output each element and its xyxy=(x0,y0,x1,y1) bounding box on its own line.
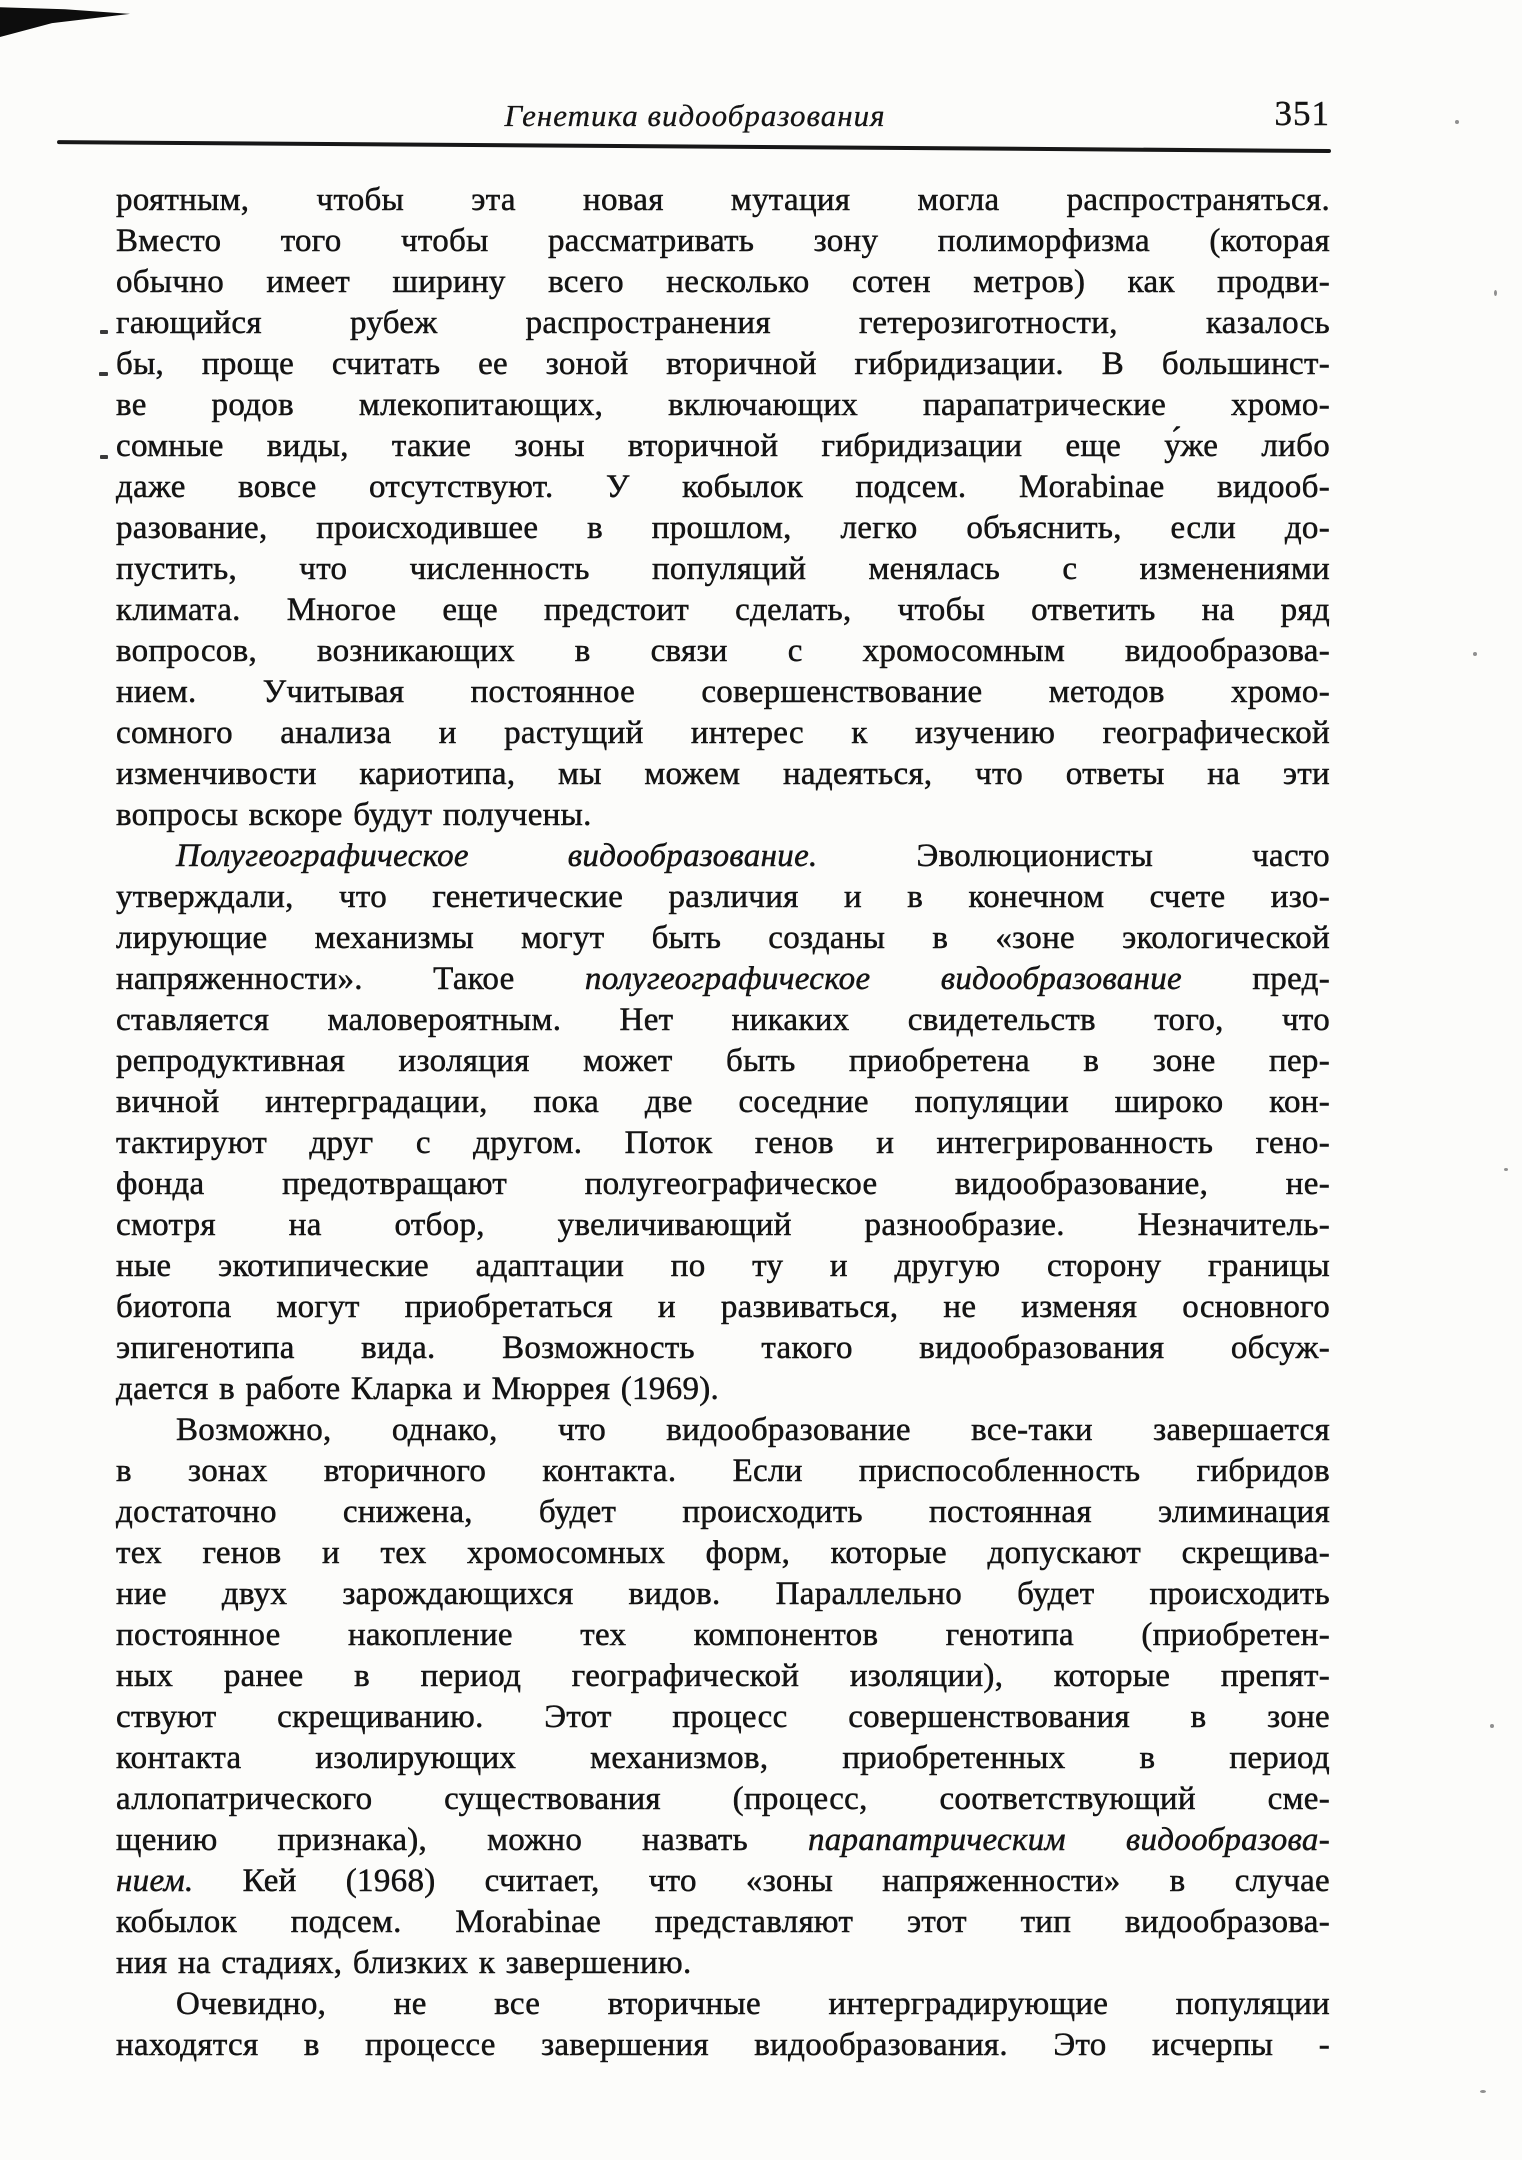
body-text: аллопатрического существования (процесс, соответствующий сме- xyxy=(116,1781,1330,1817)
body-text: бы, проще считать ее зоной вторичной гибридизации. В большинст- xyxy=(116,346,1330,382)
body-text: напряженности». Такое xyxy=(116,961,585,997)
body-text: обычно имеет ширину всего несколько сотен метров) как продви- xyxy=(116,264,1330,300)
body-text: Эволюционисты часто xyxy=(817,838,1330,874)
body-text: ние двух зарождающихся видов. Параллельно будет происходить xyxy=(116,1576,1330,1612)
text-line xyxy=(116,918,1330,959)
body-text: вичной интерградации, пока две соседние популяции широко кон- xyxy=(116,1084,1330,1120)
body-text: утверждали, что генетические различия и в конечном счете изо- xyxy=(116,879,1330,915)
text-line xyxy=(116,590,1330,631)
text-line xyxy=(116,426,1330,467)
body-text: гающийся рубеж распространения гетерозиготности, казалось xyxy=(116,305,1330,341)
text-line xyxy=(116,1451,1330,1492)
text-line xyxy=(116,1574,1330,1615)
ink-speck xyxy=(1480,2090,1486,2093)
italic-text: парапатрическим видообразова- xyxy=(807,1822,1330,1858)
body-text: биотопа могут приобретаться и развиваться, не изменяя основного xyxy=(116,1289,1330,1325)
text-line xyxy=(116,180,1330,221)
body-text: климата. Многое еще предстоит сделать, чтобы ответить на ряд xyxy=(116,592,1330,628)
body-text: Кей (1968) считает, что «зоны напряженности» в случае xyxy=(193,1863,1330,1899)
ink-speck xyxy=(1494,290,1497,296)
margin-tick xyxy=(99,372,108,376)
text-line xyxy=(116,262,1330,303)
italic-text: Полугеографическое видообразование. xyxy=(176,838,818,874)
text-line xyxy=(116,754,1330,795)
text-line xyxy=(116,795,1330,836)
body-text: Возможно, однако, что видообразование все-таки завершается xyxy=(176,1412,1330,1448)
body-text: контакта изолирующих механизмов, приобретенных в период xyxy=(116,1740,1330,1776)
body-text: находятся в процессе завершения видообразования. Это исчерпы - xyxy=(116,2027,1330,2063)
body-text: кобылок подсем. Morabinae представляют этот тип видообразова- xyxy=(116,1904,1330,1940)
body-text: ставляется маловероятным. Нет никаких свидетельств того, что xyxy=(116,1002,1330,1038)
text-line xyxy=(116,508,1330,549)
body-text: фонда предотвращают полугеографическое видообразование, не- xyxy=(116,1166,1330,1202)
text-line xyxy=(116,467,1330,508)
body-text: щению признака), можно назвать xyxy=(116,1822,808,1858)
ink-speck xyxy=(1455,120,1459,124)
text-line xyxy=(116,1369,1330,1410)
text-line xyxy=(116,1000,1330,1041)
ink-speck xyxy=(1504,1168,1508,1171)
corner-smudge-artifact xyxy=(0,4,130,37)
text-line xyxy=(116,1246,1330,1287)
italic-text: нием. xyxy=(116,1863,194,1899)
body-text: вопросов, возникающих в связи с хромосомным видообразова- xyxy=(116,633,1330,669)
body-text: пред- xyxy=(1182,961,1330,997)
body-text: разование, происходившее в прошлом, легко объяснить, если до- xyxy=(116,510,1330,546)
body-text: в зонах вторичного контакта. Если приспособленность гибридов xyxy=(116,1453,1330,1489)
body-text: тактируют друг с другом. Поток генов и интегрированность гено- xyxy=(116,1125,1330,1161)
body-text: репродуктивная изоляция может быть приобретена в зоне пер- xyxy=(116,1043,1330,1079)
body-text: тех генов и тех хромосомных форм, которые допускают скрещива- xyxy=(116,1535,1330,1571)
text-line xyxy=(116,549,1330,590)
text-line xyxy=(116,1779,1330,1820)
text-line xyxy=(116,1041,1330,1082)
ink-speck xyxy=(1473,652,1477,656)
body-text: изменчивости кариотипа, мы можем надеяться, что ответы на эти xyxy=(116,756,1330,792)
text-line xyxy=(116,1123,1330,1164)
text-line xyxy=(116,1533,1330,1574)
body-text: вопросы вскоре будут получены. xyxy=(116,797,592,833)
margin-tick xyxy=(100,455,108,459)
margin-tick xyxy=(100,330,108,334)
text-line xyxy=(116,1082,1330,1123)
text-line xyxy=(116,344,1330,385)
text-line xyxy=(116,877,1330,918)
body-text: лирующие механизмы могут быть созданы в «зоне экологической xyxy=(116,920,1330,956)
text-line xyxy=(116,1984,1330,2025)
text-line xyxy=(116,2025,1330,2066)
body-text: эпигенотипа вида. Возможность такого видообразования обсуж- xyxy=(116,1330,1330,1366)
text-line xyxy=(116,1328,1330,1369)
text-line xyxy=(116,1820,1330,1861)
body-text: сомные виды, такие зоны вторичной гибридизации еще у́же либо xyxy=(116,428,1330,464)
text-line xyxy=(116,1943,1330,1984)
text-line xyxy=(116,1164,1330,1205)
text-line xyxy=(116,1656,1330,1697)
body-text: ные экотипические адаптации по ту и другую сторону границы xyxy=(116,1248,1330,1284)
body-text: смотря на отбор, увеличивающий разнообразие. Незначитель- xyxy=(116,1207,1330,1243)
body-text: сомного анализа и растущий интерес к изучению географической xyxy=(116,715,1330,751)
body-text: нием. Учитывая постоянное совершенствование методов хромо- xyxy=(116,674,1330,710)
text-line xyxy=(116,385,1330,426)
text-line xyxy=(116,1738,1330,1779)
ink-speck xyxy=(1490,1724,1494,1728)
body-text: ных ранее в период географической изоляции), которые препят- xyxy=(116,1658,1330,1694)
text-line xyxy=(116,959,1330,1000)
body-text: ния на стадиях, близких к завершению. xyxy=(116,1945,692,1981)
body-text: постоянное накопление тех компонентов генотипа (приобретен- xyxy=(116,1617,1330,1653)
text-line xyxy=(116,631,1330,672)
text-line xyxy=(116,1205,1330,1246)
page-number: 351 xyxy=(1274,94,1330,133)
body-text: роятным, чтобы эта новая мутация могла распространяться. xyxy=(116,182,1330,218)
text-line xyxy=(116,836,1330,877)
text-line xyxy=(116,1697,1330,1738)
text-line xyxy=(116,1902,1330,1943)
text-line xyxy=(116,1287,1330,1328)
text-line xyxy=(116,1861,1330,1902)
body-text: ве родов млекопитающих, включающих парапатрические хромо- xyxy=(116,387,1330,423)
page-title: Генетика видообразования xyxy=(504,98,886,133)
italic-text: полугеографическое видообразование xyxy=(584,961,1182,997)
body-text: ствуют скрещиванию. Этот процесс совершенствования в зоне xyxy=(116,1699,1330,1735)
text-line xyxy=(116,1410,1330,1451)
page-body xyxy=(116,180,1330,2066)
body-text: достаточно снижена, будет происходить постоянная элиминация xyxy=(116,1494,1330,1530)
text-line xyxy=(116,1492,1330,1533)
body-text: даже вовсе отсутствуют. У кобылок подсем. Morabinae видооб- xyxy=(116,469,1330,505)
body-text: Очевидно, не все вторичные интерградирующие популяции xyxy=(176,1986,1330,2022)
text-line xyxy=(116,672,1330,713)
body-text: Вместо того чтобы рассматривать зону полиморфизма (которая xyxy=(116,223,1330,259)
text-line xyxy=(116,713,1330,754)
header-rule xyxy=(57,140,1331,153)
body-text: дается в работе Кларка и Мюррея (1969). xyxy=(116,1371,720,1407)
body-text: пустить, что численность популяций менялась с изменениями xyxy=(116,551,1330,587)
text-line xyxy=(116,221,1330,262)
text-line xyxy=(116,1615,1330,1656)
text-line xyxy=(116,303,1330,344)
